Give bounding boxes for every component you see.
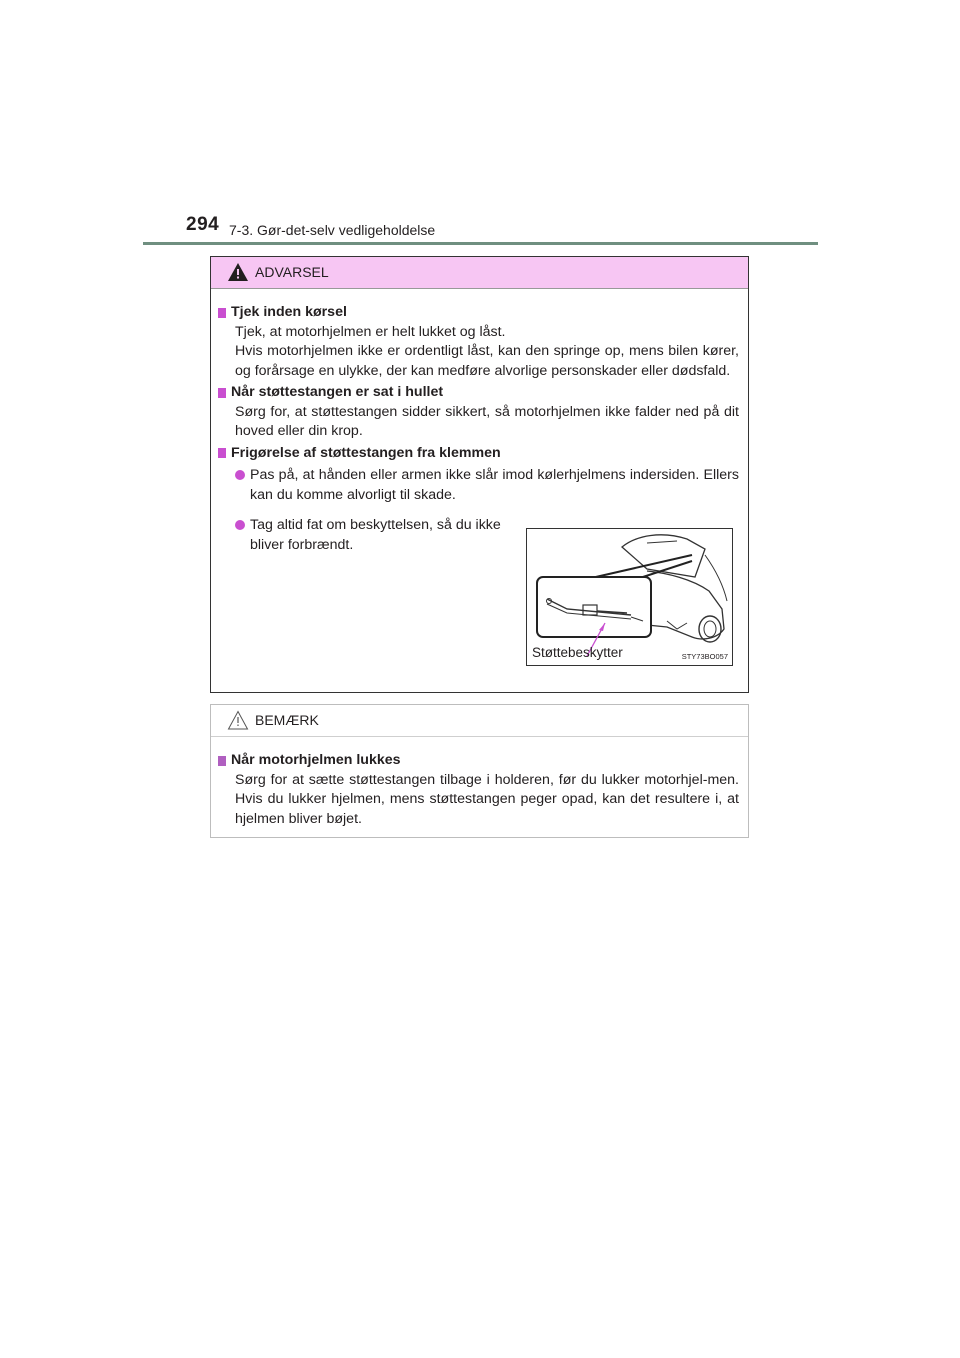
warning-item-text [235,403,739,442]
round-bullet-icon [235,520,245,530]
warning-triangle-icon [227,262,249,282]
heading-text: Frigørelse af støttestangen fra klemmen [231,444,501,461]
bullet-text: Pas på, at hånden eller armen ikke slår imod kølerhjelmens indersiden. Ellers kan du komme alvorligt til skade. [250,467,739,503]
paragraph: Sørg for at sætte støttestangen tilbage i holderen, før du lukker motorhjel-men. Hvis du lukker hjelmen, mens støttestangen peger opad, kan det resultere i, at hjelmen bliver bøjet. [235,771,739,827]
notice-title: BEMÆRK [255,712,319,728]
paragraph: Sørg for, at støttestangen sidder sikkert, så motorhjelmen ikke falder ned på dit hoved eller din krop. [235,403,739,439]
warning-item-heading [218,303,739,323]
section-title: 7-3. Gør-det-selv vedligeholdelse [229,222,436,238]
warning-item-heading [218,383,739,403]
warning-title: ADVARSEL [255,264,329,280]
square-bullet-icon [218,388,226,398]
page-number: 294 [186,214,220,235]
paragraph: Tjek, at motorhjelmen er helt lukket og låst. [235,323,506,340]
list-item [235,466,739,505]
hood-support-illustration [526,528,733,666]
warning-header [211,257,748,289]
caution-triangle-icon [227,710,249,730]
notice-header [211,705,748,737]
figure-label: Støttebeskytter [532,645,623,660]
warning-box [210,256,749,693]
paragraph: Hvis motorhjelmen ikke er ordentligt låst, kan den springe op, mens bilen kører, og forårsage en ulykke, der kan medføre alvorlige personskader eller dødsfald. [235,343,739,379]
bullet-text: Tag altid fat om beskyttelsen, så du ikke bliver forbrændt. [250,517,501,553]
square-bullet-icon [218,448,226,458]
square-bullet-icon [218,756,226,766]
round-bullet-icon [235,470,245,480]
heading-text: Når støttestangen er sat i hullet [231,384,444,400]
warning-item-heading [218,444,739,464]
heading-text: Tjek inden kørsel [231,304,347,320]
list-item [235,516,510,555]
notice-box [210,704,749,838]
heading-text: Når motorhjelmen lukkes [231,752,401,768]
notice-item-text [235,771,739,830]
notice-item-heading [218,751,739,771]
header-rule [143,242,818,245]
warning-item-text [235,323,739,382]
square-bullet-icon [218,308,226,318]
figure-code: STY73BO057 [681,652,728,661]
notice-body [211,737,748,837]
